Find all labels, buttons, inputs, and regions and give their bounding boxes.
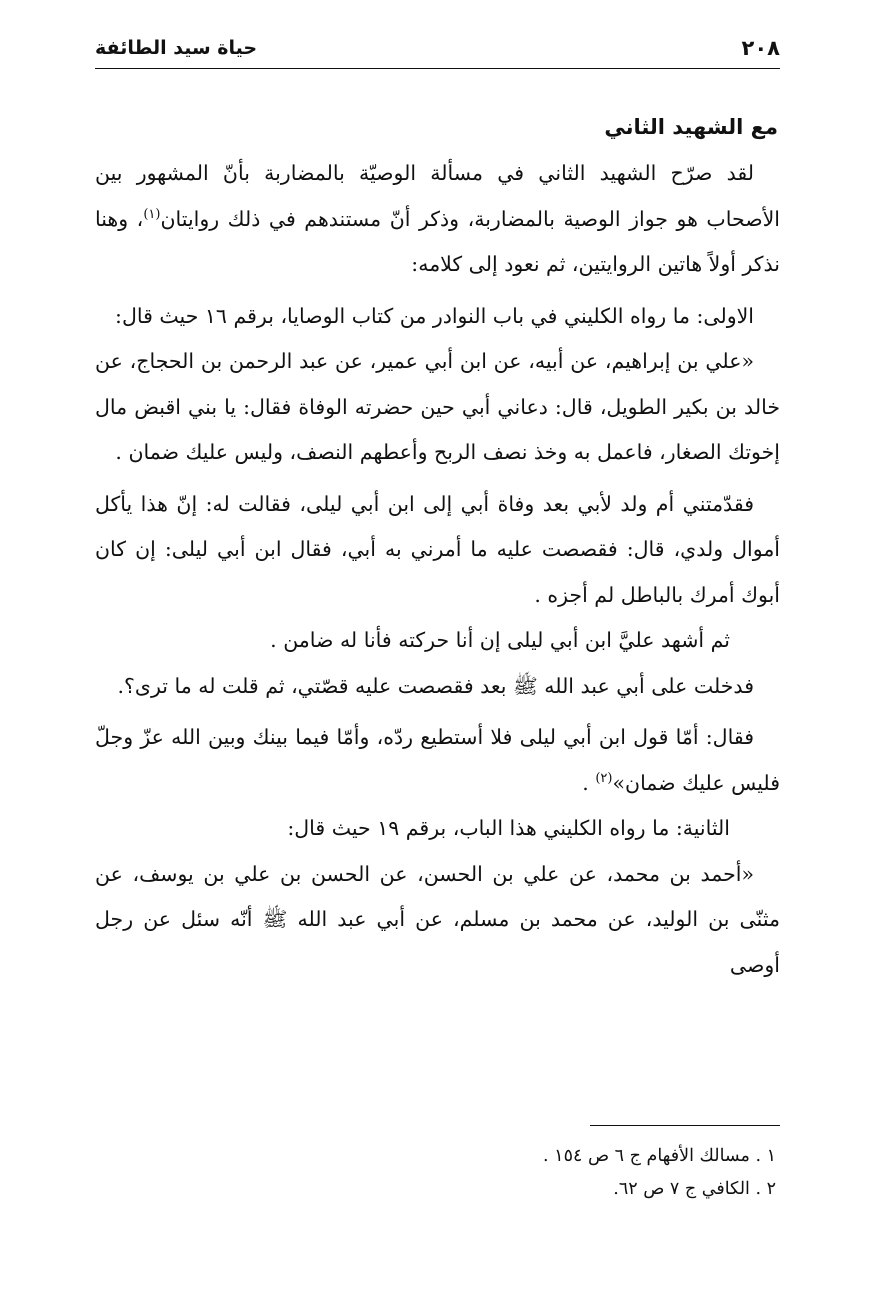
paragraph-5: ثم أشهد عليَّ ابن أبي ليلى إن أنا حركته فأنا له ضامن . — [270, 628, 730, 652]
section-heading: مع الشهيد الثاني — [604, 115, 778, 139]
paragraph-4: فقدّمتني أم ولد لأبي بعد وفاة أبي إلى ابن أبي ليلى، فقالت له: إنّ هذا يأكل أموال ولدي، قال: فقصصت عليه ما أمرني به أبي، فقال ابن أبي ليلى: إن كان أبوك أمرك بالباطل لم أجزه . — [95, 491, 780, 607]
footnote-rule — [590, 1125, 780, 1126]
paragraph-7-text: فقال: أمّا قول ابن أبي ليلى فلا أستطيع ردّه، وأمّا فيما بينك وبين الله عزّ وجلّ فليس عليك ضمان» — [95, 725, 780, 795]
paragraph-3: «علي بن إبراهيم، عن أبيه، عن ابن أبي عمير، عن عبد الرحمن بن الحجاج، عن خالد بن بكير الطويل، قال: دعاني أبي حين حضرته الوفاة فقال: يا بني اقبض مال إخوتك الصغار، فاعمل به وخذ نصف الربح وأعطهم النصف، وليس عليك ضمان . — [95, 349, 780, 464]
paragraph-6: فدخلت على أبي عبد الله ﷺ بعد فقصصت عليه قصّتي، ثم قلت له ما ترى؟. — [117, 673, 754, 698]
footnote-ref-1[interactable]: (١) — [143, 206, 161, 222]
running-title: حياة سيد الطائفة — [95, 37, 258, 59]
footnote-ref-2[interactable]: (٢) — [595, 770, 613, 786]
running-header — [95, 33, 780, 63]
paragraph-2: الاولى: ما رواه الكليني في باب النوادر من كتاب الوصايا، برقم ١٦ حيث قال: — [115, 303, 754, 328]
footnote-2: ٢ . الكافي ج ٧ ص ٦٢. — [613, 1179, 776, 1199]
paragraph-7 — [95, 715, 780, 806]
paragraph-1 — [95, 151, 780, 288]
paragraph-8: الثانية: ما رواه الكليني هذا الباب، برقم ١٩ حيث قال: — [287, 816, 730, 840]
paragraph-1-text: لقد صرّح الشهيد الثاني في مسألة الوصيّة بالمضاربة بأنّ المشهور بين الأصحاب هو جواز الوصية بالمضاربة، وذكر أنّ مستندهم في ذلك روايتان — [95, 161, 781, 231]
paragraph-9: «أحمد بن محمد، عن علي بن الحسن، عن الحسن بن علي بن يوسف، عن مثنّى بن الوليد، عن محمد بن مسلم، عن أبي عبد الله ﷺ أنّه سئل عن رجل أوصى — [95, 861, 780, 977]
footnotes — [95, 1140, 780, 1206]
paragraph-7-text-end: . — [582, 770, 596, 795]
main-text — [95, 105, 780, 988]
page-number: ٢٠٨ — [741, 36, 780, 60]
header-rule — [95, 68, 780, 69]
paragraph-1-text-end: ، وهنا نذكر أولاً هاتين الروايتين، ثم نعود إلى كلامه: — [95, 206, 780, 276]
footnote-1: ١ . مسالك الأفهام ج ٦ ص ١٥٤ . — [543, 1146, 776, 1166]
